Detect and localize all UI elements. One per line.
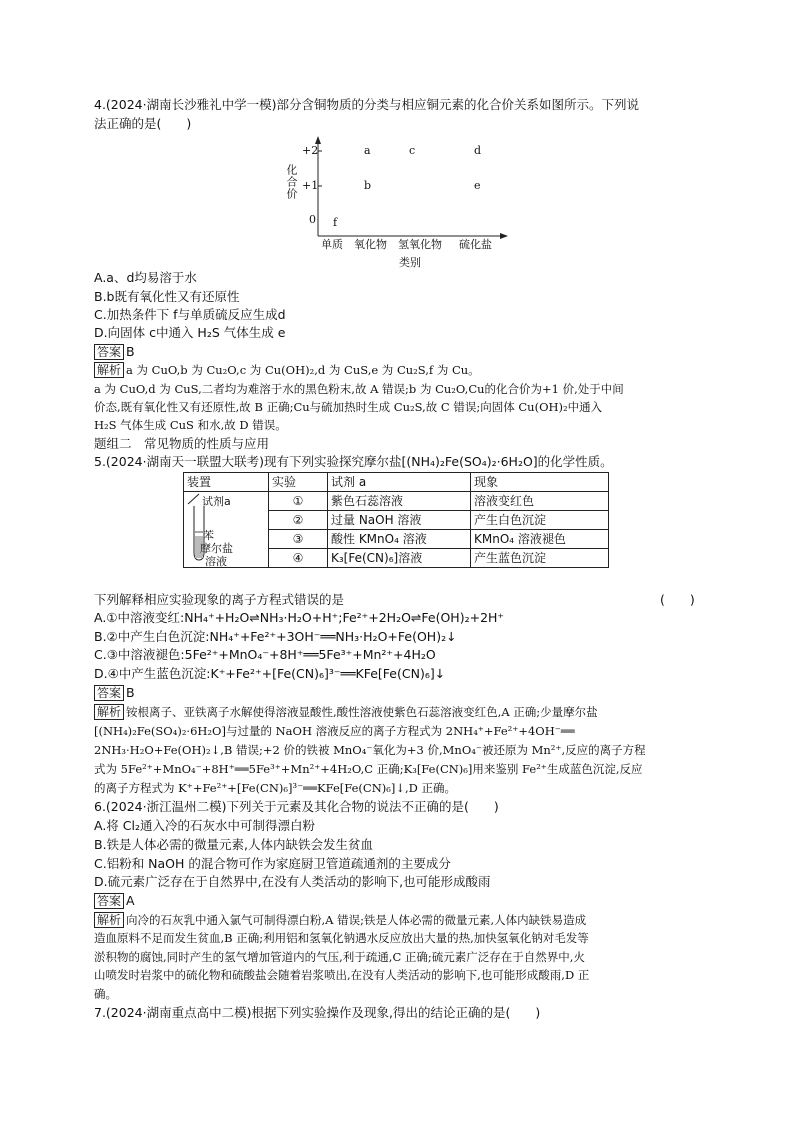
q6-analysis-line1 bbox=[94, 911, 586, 929]
q4-analysis-line4: H₂S 气体生成 CuS 和水,故 D 错误。 bbox=[94, 418, 287, 432]
answer-tag: 答案 bbox=[94, 344, 124, 360]
x-axis-label: 类别 bbox=[399, 256, 421, 269]
exp-cell: ④ bbox=[269, 549, 328, 568]
q5-answer: B bbox=[126, 685, 135, 700]
q6-answer-row bbox=[94, 892, 135, 910]
q4-answer-row bbox=[94, 343, 135, 361]
q4-stem-line1: 4.(2024·湖南长沙雅礼中学一模)部分含铜物质的分类与相应铜元素的化合价关系如图所示。下列说 bbox=[94, 97, 639, 112]
experiment-table bbox=[183, 472, 609, 568]
phenomenon-cell: 产生白色沉淀 bbox=[471, 511, 609, 530]
reagent-cell: K₃[Fe(CN)₆]溶液 bbox=[328, 549, 471, 568]
q4-analysis-line1 bbox=[94, 361, 480, 379]
q5-option-a: A.①中溶液变红:NH₄⁺+H₂O⇌NH₃·H₂O+H⁺;Fe²⁺+2H₂O⇌Fe(OH)₂+2H⁺ bbox=[94, 610, 505, 625]
table-header: 装置 bbox=[184, 473, 269, 492]
x-category-label: 硫化盐 bbox=[459, 238, 492, 251]
q5-option-c: C.③中溶液褪色:5Fe²⁺+MnO₄⁻+8H⁺══5Fe³⁺+Mn²⁺+4H₂O bbox=[94, 647, 436, 662]
apparatus-label-salt: 摩尔盐 bbox=[200, 542, 233, 555]
q5-analysis-line1 bbox=[94, 703, 598, 721]
q5-analysis-line5: 的离子方程式为 K⁺+Fe²⁺+[Fe(CN)₆]³⁻══KFe[Fe(CN)₆]↓,D 正确。 bbox=[94, 781, 457, 795]
phenomenon-cell: KMnO₄ 溶液褪色 bbox=[471, 530, 609, 549]
q6-answer: A bbox=[126, 893, 135, 908]
y-tick-label: +2 bbox=[302, 144, 319, 157]
answer-tag: 答案 bbox=[94, 893, 124, 909]
group2-title: 题组二 常见物质的性质与应用 bbox=[94, 436, 270, 451]
q7-stem: 7.(2024·湖南重点高中二模)根据下列实验操作及现象,得出的结论正确的是( ) bbox=[94, 1005, 541, 1020]
q4-option-c: C.加热条件下 f与单质硫反应生成d bbox=[94, 307, 286, 322]
point-label-b: b bbox=[364, 179, 372, 192]
q4-stem-line2: 法正确的是( ) bbox=[94, 116, 192, 131]
point-label-d: d bbox=[474, 144, 482, 157]
table-header: 试剂 a bbox=[328, 473, 471, 492]
reagent-cell: 紫色石蕊溶液 bbox=[328, 492, 471, 511]
x-category-label: 单质 bbox=[321, 238, 343, 251]
q4-analysis-line3: 价态,既有氧化性又有还原性,故 B 正确;Cu与硫加热时生成 Cu₂S,故 C 错误;向固体 Cu(OH)₂中通入 bbox=[94, 400, 603, 414]
q5-analysis-text: 铵根离子、亚铁离子水解使得溶液显酸性,酸性溶液使紫色石蕊溶液变红色,A 正确;少量摩尔盐 bbox=[126, 705, 598, 719]
q5-analysis-line2: [(NH₄)₂Fe(SO₄)₂·6H₂O]与过量的 NaOH 溶液反应的离子方程式为 2NH₄⁺+Fe²⁺+4OH⁻══ bbox=[94, 724, 575, 738]
x-axis-arrow-icon bbox=[500, 233, 508, 239]
q4-option-d: D.向固体 c中通入 H₂S 气体生成 e bbox=[94, 325, 286, 340]
q6-option-a: A.将 Cl₂通入冷的石灰水中可制得漂白粉 bbox=[94, 818, 315, 833]
exp-cell: ③ bbox=[269, 530, 328, 549]
y-tick-label: 0 bbox=[309, 213, 316, 226]
point-label-e: e bbox=[474, 179, 481, 192]
q4-option-b: B.b既有氧化性又有还原性 bbox=[94, 289, 240, 304]
q5-option-b: B.②中产生白色沉淀:NH₄⁺+Fe²⁺+3OH⁻══NH₃·H₂O+Fe(OH)₂↓ bbox=[94, 629, 457, 644]
q5-question: 下列解释相应实验现象的离子方程式错误的是 bbox=[94, 592, 345, 607]
q4-answer: B bbox=[126, 344, 135, 359]
exp-cell: ② bbox=[269, 511, 328, 530]
table-header: 实验 bbox=[269, 473, 328, 492]
y-axis-label: 化合价 bbox=[285, 164, 298, 200]
q4-analysis-line2: a 为 CuO,d 为 CuS,二者均为难溶于水的黑色粉末,故 A 错误;b 为 Cu₂O,Cu的化合价为+1 价,处于中间 bbox=[94, 382, 624, 396]
analysis-tag: 解析 bbox=[94, 912, 124, 928]
point-label-c: c bbox=[409, 144, 416, 157]
q5-analysis-line3: 2NH₃·H₂O+Fe(OH)₂↓,B 错误;+2 价的铁被 MnO₄⁻氧化为+3 价,MnO₄⁻被还原为 Mn²⁺,反应的离子方程 bbox=[94, 743, 646, 757]
table-row bbox=[184, 492, 609, 511]
q6-analysis-text: 向冷的石灰乳中通入氯气可制得漂白粉,A 错误;铁是人体必需的微量元素,人体内缺铁易造成 bbox=[126, 913, 587, 927]
analysis-tag: 解析 bbox=[94, 362, 124, 378]
y-tick-label: +1 bbox=[302, 179, 319, 192]
q6-option-b: B.铁是人体必需的微量元素,人体内缺铁会发生贫血 bbox=[94, 837, 374, 852]
x-category-label: 氧化物 bbox=[354, 238, 387, 251]
q6-analysis-line2: 造血原料不足而发生贫血,B 正确;利用铝和氢氧化钠遇水反应放出大量的热,加快氢氧化钠对毛发等 bbox=[94, 931, 589, 945]
x-category-label: 氢氧化物 bbox=[398, 238, 442, 251]
apparatus-label-reagent: 试剂a bbox=[202, 495, 231, 508]
q5-analysis-line4: 式为 5Fe²⁺+MnO₄⁻+8H⁺══5Fe³⁺+Mn²⁺+4H₂O,C 正确;K₃[Fe(CN)₆]用来鉴别 Fe²⁺生成蓝色沉淀,反应 bbox=[94, 762, 643, 776]
q5-option-d: D.④中产生蓝色沉淀:K⁺+Fe²⁺+[Fe(CN)₆]³⁻══KFe[Fe(CN)₆]↓ bbox=[94, 666, 446, 681]
analysis-tag: 解析 bbox=[94, 704, 124, 720]
q5-answer-row bbox=[94, 684, 135, 702]
phenomenon-cell: 溶液变红色 bbox=[471, 492, 609, 511]
exp-cell: ① bbox=[269, 492, 328, 511]
answer-tag: 答案 bbox=[94, 685, 124, 701]
point-label-a: a bbox=[364, 144, 371, 157]
apparatus-label-benzene: 苯 bbox=[203, 529, 214, 542]
point-label-f: f bbox=[333, 216, 338, 229]
q6-option-c: C.铝粉和 NaOH 的混合物可作为家庭厨卫管道疏通剂的主要成分 bbox=[94, 856, 451, 871]
q5-paren: ( ) bbox=[660, 592, 695, 607]
q6-option-d: D.硫元素广泛存在于自然界中,在没有人类活动的影响下,也可能形成酸雨 bbox=[94, 874, 491, 889]
q6-analysis-line3: 淤积物的腐蚀,同时产生的氢气增加管道内的气压,利于疏通,C 正确;硫元素广泛存在于自然界中,火 bbox=[94, 950, 585, 964]
phenomenon-cell: 产生蓝色沉淀 bbox=[471, 549, 609, 568]
table-header: 现象 bbox=[471, 473, 609, 492]
q4-analysis-text: a 为 CuO,b 为 Cu₂O,c 为 Cu(OH)₂,d 为 CuS,e 为 Cu₂S,f 为 Cu。 bbox=[126, 363, 480, 377]
table-header-row bbox=[184, 473, 609, 492]
q6-analysis-line4: 山喷发时岩浆中的硫化物和硫酸盐会随着岩浆喷出,在没有人类活动的影响下,也可能形成酸雨,D 正 bbox=[94, 968, 590, 982]
q5-stem: 5.(2024·湖南天一联盟大联考)现有下列实验探究摩尔盐[(NH₄)₂Fe(SO₄)₂·6H₂O]的化学性质。 bbox=[94, 454, 613, 469]
q6-stem: 6.(2024·浙江温州二模)下列关于元素及其化合物的说法不正确的是( ) bbox=[94, 799, 499, 814]
reagent-cell: 酸性 KMnO₄ 溶液 bbox=[328, 530, 471, 549]
y-axis-arrow-icon bbox=[315, 136, 321, 144]
apparatus-label-solution: 溶液 bbox=[205, 555, 227, 568]
q4-option-a: A.a、d均易溶于水 bbox=[94, 270, 197, 285]
q6-analysis-line5: 确。 bbox=[94, 987, 117, 1001]
reagent-cell: 过量 NaOH 溶液 bbox=[328, 511, 471, 530]
